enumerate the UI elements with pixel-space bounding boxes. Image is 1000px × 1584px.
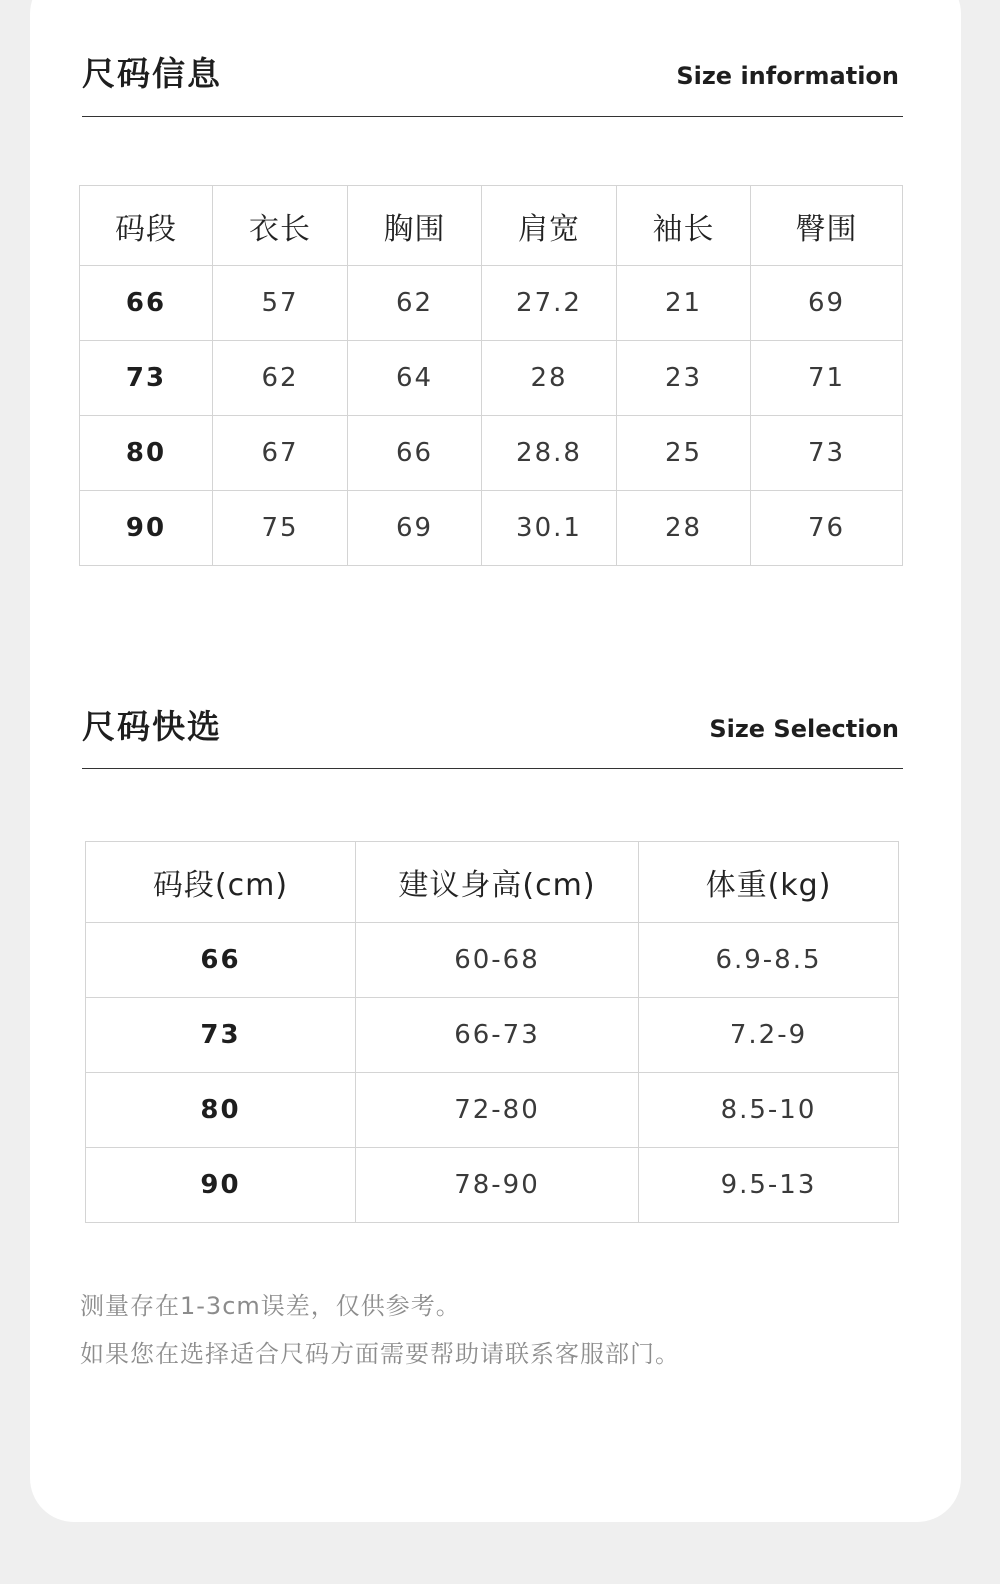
table-cell: 73: [751, 416, 903, 491]
size-cell: 66: [86, 923, 356, 998]
table-row: [86, 923, 899, 998]
column-header: 衣长: [213, 186, 348, 266]
column-header: 码段: [80, 186, 213, 266]
size-cell: 90: [86, 1148, 356, 1223]
table-cell: 57: [213, 266, 348, 341]
table-cell: 75: [213, 491, 348, 566]
size-selection-subtitle: Size Selection: [709, 715, 899, 743]
table-cell: 21: [617, 266, 751, 341]
size-cell: 90: [80, 491, 213, 566]
column-header: 建议身高(cm): [356, 842, 639, 923]
table-cell: 69: [751, 266, 903, 341]
table-cell: 78-90: [356, 1148, 639, 1223]
size-info-title: 尺码信息: [82, 54, 222, 93]
table-row: [80, 491, 903, 566]
size-cell: 73: [86, 998, 356, 1073]
size-selection-header: [82, 700, 903, 769]
size-selection-table: [85, 841, 899, 1223]
column-header: 肩宽: [482, 186, 617, 266]
table-cell: 76: [751, 491, 903, 566]
table-cell: 7.2-9: [639, 998, 899, 1073]
column-header: 袖长: [617, 186, 751, 266]
table-row: [86, 998, 899, 1073]
size-cell: 73: [80, 341, 213, 416]
table-cell: 66-73: [356, 998, 639, 1073]
size-cell: 66: [80, 266, 213, 341]
table-cell: 66: [348, 416, 482, 491]
customer-service-note: 如果您在选择适合尺码方面需要帮助请联系客服部门。: [80, 1340, 680, 1368]
table-cell: 60-68: [356, 923, 639, 998]
table-cell: 6.9-8.5: [639, 923, 899, 998]
table-row: [80, 341, 903, 416]
table-cell: 72-80: [356, 1073, 639, 1148]
size-info-subtitle: Size information: [676, 62, 899, 90]
column-header: 臀围: [751, 186, 903, 266]
table-row: [86, 1073, 899, 1148]
table-cell: 71: [751, 341, 903, 416]
table-cell: 62: [213, 341, 348, 416]
size-cell: 80: [86, 1073, 356, 1148]
table-cell: 25: [617, 416, 751, 491]
measurement-error-note: 测量存在1-3cm误差，仅供参考。: [80, 1292, 461, 1320]
table-header-row: [80, 186, 903, 266]
table-row: [80, 416, 903, 491]
table-row: [86, 1148, 899, 1223]
table-cell: 67: [213, 416, 348, 491]
table-cell: 8.5-10: [639, 1073, 899, 1148]
table-cell: 27.2: [482, 266, 617, 341]
table-cell: 9.5-13: [639, 1148, 899, 1223]
column-header: 胸围: [348, 186, 482, 266]
table-cell: 28: [482, 341, 617, 416]
table-cell: 69: [348, 491, 482, 566]
table-header-row: [86, 842, 899, 923]
table-cell: 23: [617, 341, 751, 416]
column-header: 码段(cm): [86, 842, 356, 923]
size-selection-title: 尺码快选: [82, 707, 222, 746]
column-header: 体重(kg): [639, 842, 899, 923]
size-info-table: [79, 185, 903, 566]
table-row: [80, 266, 903, 341]
table-cell: 62: [348, 266, 482, 341]
table-cell: 28.8: [482, 416, 617, 491]
table-cell: 28: [617, 491, 751, 566]
table-cell: 30.1: [482, 491, 617, 566]
size-info-header: [82, 48, 903, 117]
size-cell: 80: [80, 416, 213, 491]
table-cell: 64: [348, 341, 482, 416]
